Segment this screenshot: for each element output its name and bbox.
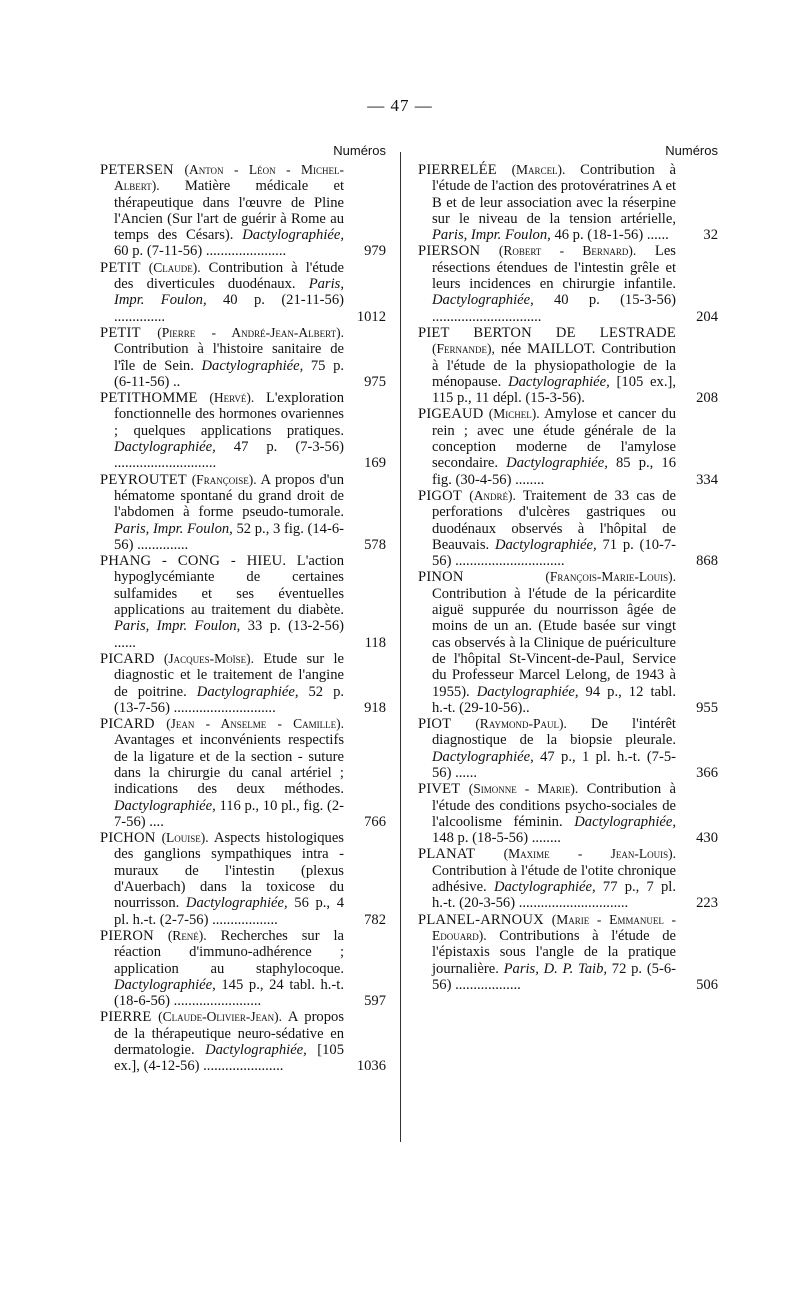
- pages-and-date: 47 p., 1 pl. h.-t. (7-5-56) ......: [432, 748, 676, 781]
- entry-text: [100, 390, 344, 471]
- thesis-title: A propos d'un hématome spontané du grand droit de l'abdomen à forme pseudo-tumorale.: [114, 471, 345, 521]
- author-given-names: (Michel).: [488, 406, 540, 422]
- author-given-names: (Claude).: [148, 259, 201, 275]
- thesis-entry: [418, 243, 718, 324]
- thesis-number: 223: [696, 895, 718, 912]
- author-given-names: (Jacques-Moïse).: [163, 650, 255, 666]
- author-name: PETIT: [100, 324, 141, 341]
- thesis-entry: [418, 716, 718, 781]
- entry-text: [418, 325, 676, 406]
- pages-and-date: 72 p. (5-6-56) ..................: [432, 960, 676, 993]
- publisher: Paris, Impr. Foulon,: [114, 520, 233, 537]
- thesis-title: Contributions à l'étude de l'épistaxis sous l'angle de la pratique journalière.: [432, 927, 676, 977]
- thesis-number: 782: [364, 911, 386, 928]
- thesis-entry: [418, 488, 718, 569]
- pages-and-date: 75 p. (6-11-56) ..: [114, 357, 345, 390]
- thesis-title: Etude sur le diagnostic et le traitement de l'angine de poitrine.: [114, 650, 344, 700]
- author-name: PICARD: [100, 716, 155, 733]
- pages-and-date: 40 p. (15-3-56) ..............................: [432, 292, 676, 325]
- publisher: Paris, Impr. Foulon,: [114, 618, 241, 635]
- thesis-entry: [100, 472, 386, 553]
- author-given-names: (Simonne - Marie).: [468, 781, 579, 797]
- author-given-names: (François-Marie-Louis).: [545, 569, 676, 585]
- author-given-names: (Louise).: [161, 830, 209, 846]
- thesis-number: 918: [364, 699, 386, 716]
- column-header: Numéros: [665, 143, 718, 158]
- author-given-names: (Marcel).: [511, 162, 566, 177]
- thesis-number: 868: [696, 553, 718, 570]
- publisher: Dactylographiée,: [574, 813, 676, 830]
- entry-text: [418, 846, 676, 911]
- author-given-names: (Fernande),: [432, 341, 495, 357]
- thesis-title: Contribution à l'étude des diverticules duodénaux.: [114, 259, 345, 293]
- thesis-number: 204: [696, 308, 718, 325]
- thesis-title: Recherches sur la réaction d'immuno-adhérence ; application au staphylocoque.: [114, 927, 345, 977]
- author-name: PLANAT: [418, 846, 476, 863]
- publisher: Dactylographiée,: [432, 292, 534, 309]
- thesis-title: Aspects histologiques des ganglions sympathiques intra - muraux de l'intestin (plexus d'Auerbach) dans la toxicose du nourrisson.: [114, 830, 344, 912]
- publisher: Dactylographiée,: [114, 976, 216, 993]
- thesis-title: L'exploration fonctionnelle des hormones ovariennes ; quelques applications pratiques.: [114, 390, 344, 439]
- thesis-entry: [418, 325, 718, 406]
- pages-and-date: 116 p., 10 pl., fig. (2-7-56) ....: [114, 797, 344, 830]
- entry-text: [100, 325, 344, 390]
- author-given-names: (Raymond-Paul).: [475, 716, 567, 732]
- publisher: Dactylographiée,: [205, 1042, 307, 1059]
- pages-and-date: 40 p. (21-11-56) ..............: [114, 292, 344, 325]
- entry-text: [100, 716, 344, 830]
- entry-text: [418, 716, 676, 781]
- pages-and-date: 71 p. (10-7-56) ..............................: [432, 536, 677, 570]
- author-name: PETERSEN: [100, 162, 174, 178]
- entry-text: [100, 553, 344, 651]
- pages-and-date: 60 p. (7-11-56) ......................: [114, 243, 287, 260]
- author-name: PIERRELÉE: [418, 162, 497, 178]
- publisher: Dactylographiée,: [432, 748, 534, 765]
- thesis-title: A propos de la thérapeutique neuro-sédative en dermatologie.: [114, 1009, 344, 1059]
- author-given-names: (Pierre - André-Jean-Albert).: [157, 324, 344, 340]
- pages-and-date: 52 p., 3 fig. (14-6-56) ..............: [114, 520, 344, 553]
- publisher: Dactylographiée,: [196, 683, 299, 700]
- entry-text: [100, 830, 344, 928]
- author-name: PETIT: [100, 259, 141, 276]
- thesis-entry: [100, 390, 386, 471]
- thesis-title: Contribution à l'étude des conditions psycho-sociales de l'alcoolisme féminin.: [432, 781, 676, 830]
- thesis-entry: [418, 846, 718, 911]
- publisher: Dactylographiée,: [201, 357, 304, 374]
- publisher: Dactylographiée,: [506, 455, 608, 472]
- column-header: Numéros: [333, 143, 386, 158]
- pages-and-date: 56 p., 4 pl. h.-t. (2-7-56) ..................: [114, 895, 344, 928]
- thesis-entry: [100, 651, 386, 716]
- entry-text: [100, 260, 344, 325]
- author-given-names: (André).: [469, 487, 516, 503]
- author-given-names: (Anton - Léon - Michel-Albert).: [114, 162, 344, 194]
- author-given-names: (René).: [167, 927, 207, 943]
- thesis-number: 118: [364, 634, 386, 651]
- thesis-title: Amylose et cancer du rein ; avec une étude générale de la conception moderne de l'amylose secondaire.: [432, 406, 677, 472]
- author-given-names: (Marie - Emmanuel - Edouard).: [432, 911, 676, 943]
- author-given-names: (Hervé).: [209, 390, 255, 406]
- thesis-entry: [418, 912, 718, 993]
- left-column: [100, 143, 386, 1075]
- thesis-number: 1036: [356, 1058, 386, 1075]
- publisher: Dactylographiée,: [242, 227, 344, 244]
- author-name: PICARD: [100, 650, 155, 667]
- author-name: PLANEL-ARNOUX: [418, 911, 544, 928]
- entry-text: [100, 928, 344, 1009]
- entry-text: [418, 912, 676, 993]
- thesis-title: Traitement de 33 cas de perforations d'ulcères gastriques ou duodénaux observés à l'hôpital de Beauvais.: [432, 487, 676, 553]
- thesis-number: 766: [364, 813, 386, 830]
- thesis-entry: [418, 406, 718, 487]
- thesis-number: 169: [364, 455, 386, 472]
- thesis-entry: [100, 928, 386, 1009]
- thesis-title: Contribution à l'étude de l'action des protovératrines A et B et de leur association avec la réserpine sur le niveau de la tension artérielle,: [432, 162, 676, 227]
- thesis-entry: [100, 553, 386, 651]
- publisher: Dactylographiée,: [494, 536, 597, 553]
- publisher: Paris, Impr. Foulon,: [114, 276, 344, 309]
- author-name: PETITHOMME: [100, 390, 198, 407]
- thesis-entry: [100, 325, 386, 390]
- author-name: PHANG - CONG - HIEU.: [100, 553, 287, 570]
- pages-and-date: 85 p., 16 fig. (30-4-56) ........: [432, 455, 676, 488]
- entry-text: [418, 488, 676, 569]
- thesis-entry: [100, 830, 386, 928]
- publisher: Paris, D. P. Taib,: [503, 960, 608, 977]
- publisher: Dactylographiée,: [185, 895, 288, 912]
- entry-text: [100, 1009, 344, 1074]
- thesis-number: 506: [696, 976, 718, 993]
- thesis-title: De l'intérêt diagnostique de la biopsie pleurale.: [432, 716, 676, 749]
- author-name: PICHON: [100, 830, 156, 847]
- thesis-title: Les résections étendues de l'intestin grêle et leurs incidences en chirurgie infantile.: [432, 243, 676, 293]
- thesis-title: Contribution à l'étude de l'otite chronique adhésive.: [432, 862, 676, 896]
- pages-and-date: 94 p., 12 tabl. h.-t. (29-10-56)..: [432, 683, 676, 716]
- entry-text: [100, 162, 344, 260]
- author-name: PIERSON: [418, 243, 481, 260]
- author-name: PIET BERTON DE LESTRADE: [418, 324, 676, 341]
- thesis-number: 975: [364, 373, 386, 390]
- pages-and-date: [105 ex.], (4-12-56) ......................: [114, 1042, 344, 1075]
- thesis-entry: [418, 569, 718, 716]
- entry-text: [418, 162, 676, 243]
- pages-and-date: 33 p. (13-2-56) ......: [114, 618, 345, 651]
- thesis-number: 1012: [356, 308, 386, 325]
- thesis-entry: [100, 716, 386, 830]
- thesis-number: 334: [696, 471, 718, 488]
- publisher: Dactylographiée,: [508, 373, 610, 390]
- page-number: — 47 —: [367, 96, 433, 115]
- thesis-title: née MAILLOT. Contribution à l'étude de la physiopathologie de la ménopause.: [432, 341, 676, 390]
- author-name: PIOT: [418, 716, 452, 733]
- author-name: PIVET: [418, 781, 461, 798]
- pages-and-date: 52 p. (13-7-56) ............................: [114, 683, 345, 716]
- thesis-number: 430: [696, 830, 718, 847]
- author-name: PIGOT: [418, 487, 462, 504]
- column-divider: [400, 152, 401, 1142]
- author-given-names: (Jean - Anselme - Camille).: [166, 716, 344, 732]
- thesis-number: 578: [364, 536, 386, 553]
- entry-text: [418, 243, 676, 324]
- entry-text: [418, 781, 676, 846]
- thesis-title: L'action hypoglycémiante de certaines sulfamides et ses éventuelles applications au traitement du diabète.: [114, 553, 344, 619]
- publisher: Dactylographiée,: [493, 879, 596, 896]
- pages-and-date: [105 ex.], 115 p., 11 dépl. (15-3-56).: [432, 373, 676, 407]
- thesis-number: 32: [703, 227, 718, 244]
- thesis-number: 979: [364, 243, 386, 260]
- pages-and-date: 47 p. (7-3-56) ............................: [114, 439, 344, 472]
- publisher: Paris, Impr. Foulon,: [432, 227, 551, 244]
- pages-and-date: 46 p. (18-1-56) ......: [554, 227, 669, 244]
- author-given-names: (Claude-Olivier-Jean).: [158, 1009, 283, 1025]
- pages-and-date: 148 p. (18-5-56) ........: [432, 830, 561, 847]
- thesis-number: 597: [364, 993, 386, 1010]
- author-given-names: (Françoise).: [191, 471, 257, 487]
- thesis-entry: [418, 781, 718, 846]
- publisher: Dactylographiée,: [114, 439, 216, 456]
- author-name: PIERRE: [100, 1009, 152, 1026]
- entry-text: [100, 651, 344, 716]
- thesis-title: Avantages et inconvénients respectifs de la ligature et de la section - suture dans la chirurgie du canal artériel ; indications des deux méthodes.: [114, 732, 344, 798]
- pages-and-date: 145 p., 24 tabl. h.-t. (18-6-56) ........................: [114, 976, 344, 1010]
- thesis-title: Contribution à l'étude de la péricardite aiguë suppurée du nourrisson âgée de moins de un an. (Etude basée sur vingt cas observés à la Clinique de puériculture de l'hôpital St-Vincent-de-Paul, Service du Professeur Marcel Lelong, de 1943 à 1955).: [432, 585, 676, 700]
- publisher: Dactylographiée,: [476, 683, 579, 700]
- author-name: PEYROUTET: [100, 471, 187, 488]
- thesis-number: 955: [696, 699, 718, 716]
- entry-text: [100, 472, 344, 553]
- right-column: [418, 143, 718, 993]
- author-name: PIERON: [100, 927, 154, 944]
- thesis-number: 208: [696, 390, 718, 407]
- author-name: PIGEAUD: [418, 406, 484, 423]
- pages-and-date: 77 p., 7 pl. h.-t. (20-3-56) ..............................: [432, 879, 676, 912]
- author-name: PINON: [418, 569, 464, 586]
- thesis-title: Contribution à l'histoire sanitaire de l'île de Sein.: [114, 341, 344, 374]
- thesis-entry: [100, 162, 386, 260]
- thesis-title: Matière médicale et thérapeutique dans l'œuvre de Pline l'Ancien (Sur l'art de guérir à Rome au temps des Césars).: [114, 178, 344, 244]
- author-given-names: (Maxime - Jean-Louis).: [503, 846, 676, 862]
- entry-text: [418, 406, 676, 487]
- thesis-entry: [100, 260, 386, 325]
- thesis-entry: [100, 1009, 386, 1074]
- author-given-names: (Robert - Bernard).: [498, 243, 637, 259]
- thesis-entry: [418, 162, 718, 243]
- thesis-number: 366: [696, 764, 718, 781]
- publisher: Dactylographiée,: [114, 797, 216, 814]
- entry-text: [418, 569, 676, 716]
